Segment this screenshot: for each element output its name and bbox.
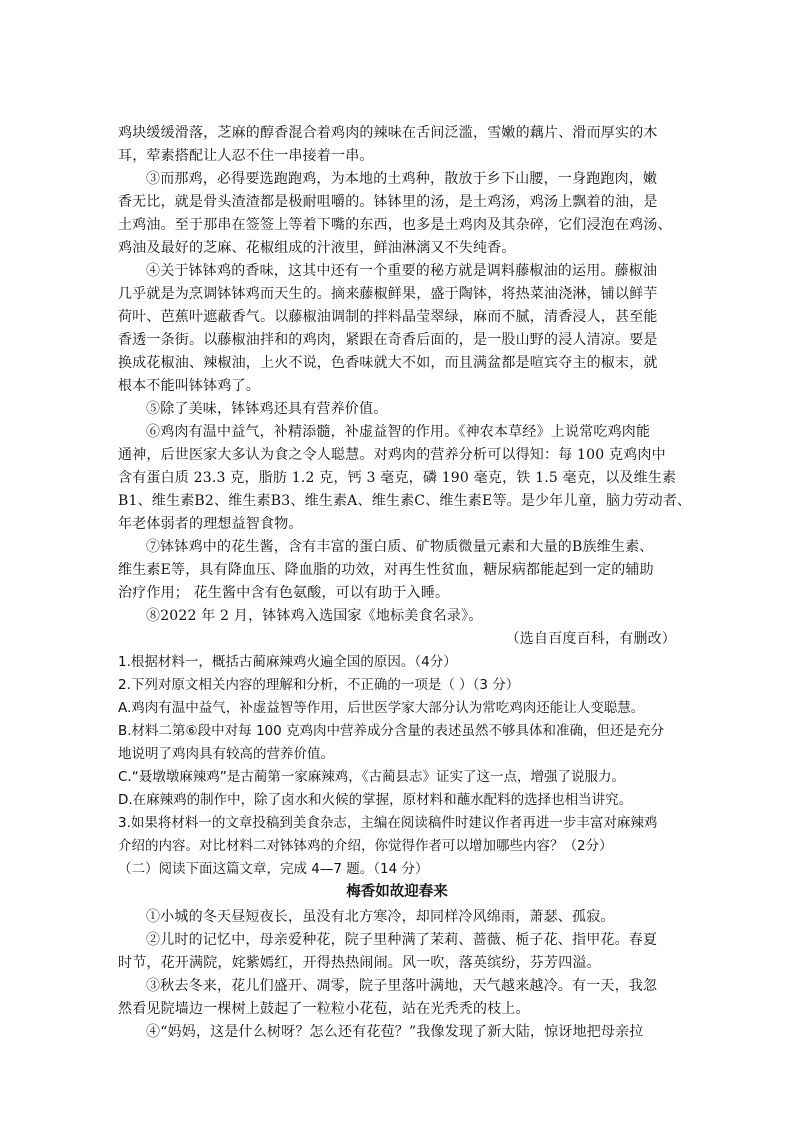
paragraph-3-start: ③而那鸡，必得要选跑跑鸡，为本地的土鸡种，散放于乡下山腰，一身跑跑肉，嫩: [146, 171, 658, 187]
article-paragraph-4-start: ④“妈妈，这是什么树呀？怎么还有花苞？”我像发现了新大陆，惊讶地把母亲拉: [146, 1024, 644, 1040]
text-line: 鸡块缓缓滑落，芝麻的醇香混合着鸡肉的辣味在舌间泛滥，雪嫩的藕片、滑而厚实的木: [118, 125, 658, 141]
text-line: 维生素E等，具有降血压、降血脂的功效，对再生性贫血，糖尿病都能起到一定的辅助: [118, 562, 654, 578]
text-line: 然看见院墙边一棵树上鼓起了一粒粒小花苞，站在光秃秃的枝上。: [118, 1001, 530, 1017]
text-line: 几乎就是为烹调钵钵鸡而天生的。摘来藤椒鲜果，盛于陶钵，将热菜油浇淋，铺以鲜芋: [118, 286, 658, 302]
text-line: 通神，后世医家大多认为食之令人聪慧。对鸡肉的营养分析可以得知：每 100 克鸡肉中: [118, 447, 666, 463]
text-line: 根本不能叫钵钵鸡了。: [118, 378, 260, 394]
text-line: 香透一条街。以藤椒油拌和的鸡肉，紧跟在奇香后面的，是一股山野的浸人清凉。要是: [118, 332, 658, 348]
text-line: 香无比，就是骨头渣渣都是极耐咀嚼的。钵钵里的汤，是土鸡汤，鸡汤上飘着的油，是: [118, 194, 658, 210]
question-2: 2.下列对原文相关内容的理解和分析，不正确的一项是（ ）（3 分）: [118, 677, 520, 693]
article-paragraph-2-start: ②儿时的记忆中，母亲爱种花，院子里种满了茉莉、蔷薇、栀子花、指甲花。春夏: [146, 932, 658, 948]
text-line: 换成花椒油、辣椒油，上火不说，色香味就大不如，而且满盆都是喧宾夺主的椒末，就: [118, 355, 658, 371]
paragraph-8: ⑧2022 年 2 月，钵钵鸡入选国家《地标美食名录》。: [146, 608, 483, 624]
text-line: 荷叶、芭蕉叶遮蔽香气。以藤椒油调制的拌料晶莹翠绿，麻而不腻，清香浸人，甚至能: [118, 309, 658, 325]
text-line: 含有蛋白质 23.3 克，脂肪 1.2 克，钙 3 毫克，磷 190 毫克，铁 1.5 毫克，以及维生素: [118, 470, 677, 486]
article-paragraph-3-start: ③秋去冬来，花儿们盛开、凋零，院子里落叶满地，天气越来越冷。有一天，我忽: [146, 978, 658, 994]
article-title: 梅香如故迎春来: [346, 884, 448, 900]
paragraph-4-start: ④关于钵钵鸡的香味，这其中还有一个重要的秘方就是调料藤椒油的运用。藤椒油: [146, 263, 658, 279]
source-note: （选自百度百科，有删改）: [505, 631, 676, 647]
text-line: 年老体弱者的理想益智食物。: [118, 516, 303, 532]
paragraph-5: ⑤除了美味，钵钵鸡还具有营养价值。: [146, 401, 388, 417]
text-line: 土鸡油。至于那串在签签上等着下嘴的东西，也多是土鸡肉及其杂碎，它们浸泡在鸡汤、: [118, 217, 672, 233]
text-line: 时节，花开满院，姹紫嫣红，开得热热闹闹。风一吹，落英缤纷，芬芳四溢。: [118, 955, 601, 971]
article-paragraph-1: ①小城的冬天昼短夜长，虽没有北方寒冷，却同样冷风绵雨，萧瑟、孤寂。: [146, 909, 615, 925]
text-line: 耳，荤素搭配让人忍不住一串接着一串。: [118, 148, 374, 164]
section-heading: （二）阅读下面这篇文章，完成 4—7 题。（14 分）: [118, 861, 429, 877]
option-b-cont: 地说明了鸡肉具有较高的营养价值。: [118, 746, 334, 762]
paragraph-7-start: ⑦钵钵鸡中的花生酱，含有丰富的蛋白质、矿物质微量元素和大量的B族维生素、: [146, 539, 654, 555]
text-line: 治疗作用； 花生酱中含有色氨酸，可以有助于入睡。: [118, 585, 450, 601]
question-3: 3.如果将材料一的文章投稿到美食杂志，主编在阅读稿件时建议作者再进一步丰富对麻辣鸡: [118, 815, 658, 831]
option-d: D.在麻辣鸡的制作中，除了卤水和火候的掌握，原材料和蘸水配料的选择也相当讲究。: [118, 792, 633, 808]
question-3-cont: 介绍的内容。对比材料二对钵钵鸡的介绍，你觉得作者可以增加哪些内容？（2分）: [118, 838, 613, 854]
option-c: C.“聂墩墩麻辣鸡”是古蔺第一家麻辣鸡，《古蔺县志》证实了这一点，增强了说服力。: [118, 769, 625, 785]
text-line: B1、维生素B2、维生素B3、维生素A、维生素C、维生素E等。是少年儿童，脑力劳动者、: [118, 493, 692, 509]
option-b: B.材料二第⑥段中对每 100 克鸡肉中营养成分含量的表述虽然不够具体和准确，但还是充分: [118, 723, 665, 739]
text-line: 鸡油及最好的芝麻、花椒组成的汁液里，鲜油淋漓又不失纯香。: [118, 240, 516, 256]
paragraph-6-start: ⑥鸡肉有温中益气，补精添髓，补虚益智的作用。《神农本草经》上说常吃鸡肉能: [146, 424, 651, 440]
option-a: A.鸡肉有温中益气，补虚益智等作用，后世医学家大部分认为常吃鸡肉还能让人变聪慧。: [118, 700, 645, 716]
question-1: 1.根据材料一，概括古蔺麻辣鸡火遍全国的原因。（4分）: [118, 654, 457, 670]
